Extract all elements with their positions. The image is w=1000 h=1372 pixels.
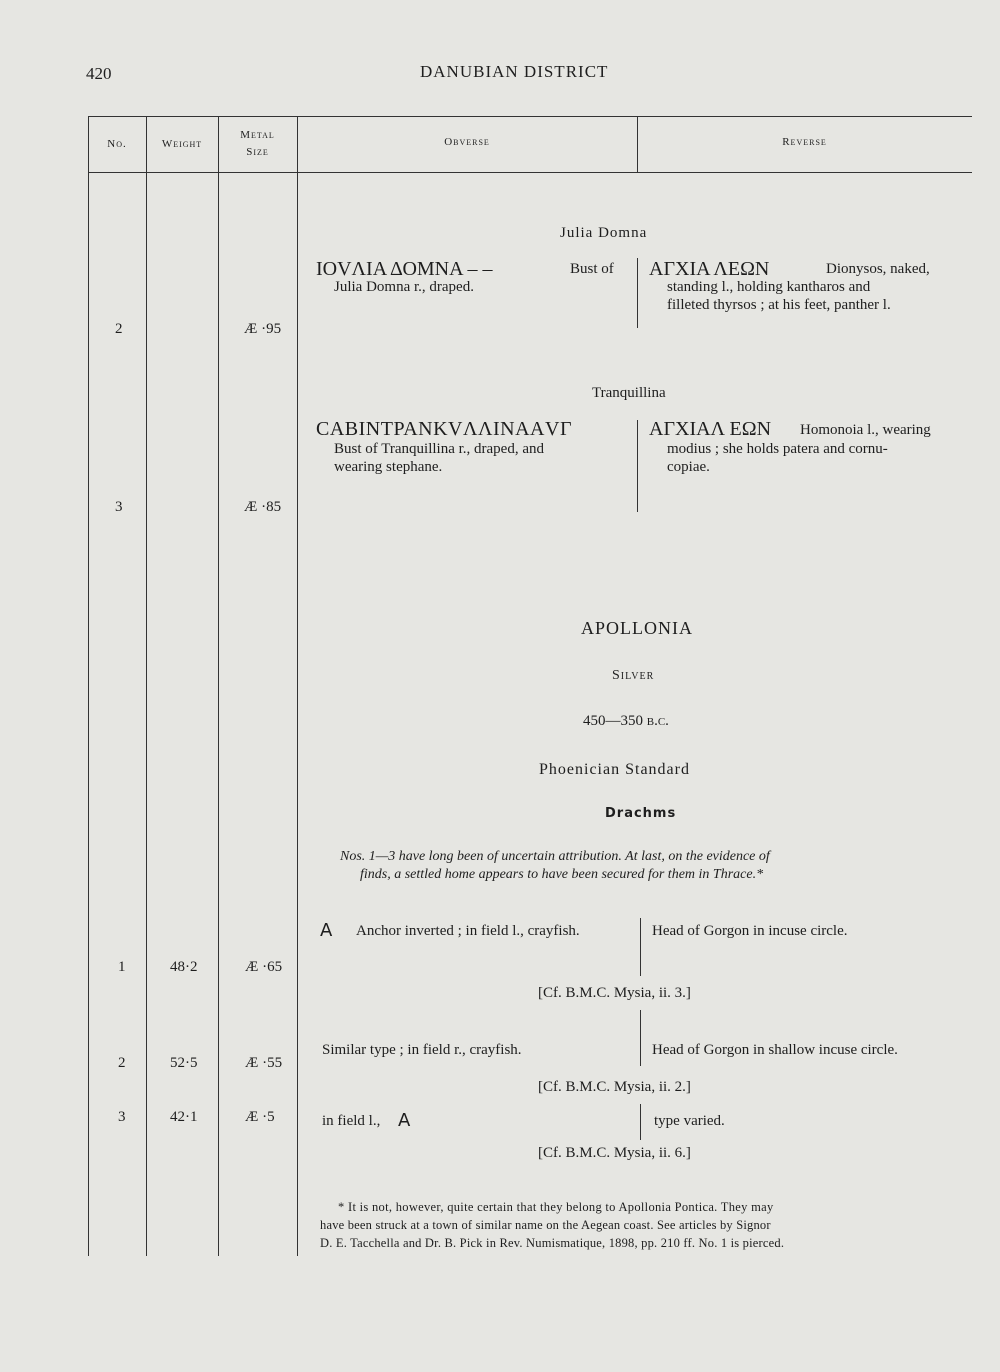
- drachm-1-number: 1: [118, 959, 126, 975]
- drachm-1-weight: 48·2: [170, 959, 198, 975]
- drachm-1-divider: [640, 918, 641, 976]
- column-divider-weight: [218, 116, 219, 1256]
- tranquillina-obverse-legend: CABINTPANKVΛΛΙΝΑΑVΓ: [316, 418, 573, 440]
- drachm-3-metal-size: Æ ·5: [245, 1109, 275, 1125]
- footnote-line-3: D. E. Tacchella and Dr. B. Pick in Rev. Numismatique, 1898, pp. 210 ff. No. 1 is pierced.: [320, 1236, 785, 1250]
- drachm-2-metal-size: Æ ·55: [245, 1055, 283, 1071]
- drachm-3-weight: 42·1: [170, 1109, 198, 1125]
- drachm-3-obverse-text: in field l.,: [322, 1113, 381, 1129]
- drachm-1-metal-size: Æ ·65: [245, 959, 283, 975]
- header-reverse: Reverse: [782, 136, 827, 148]
- header-metal: Metal: [240, 129, 275, 141]
- weight-standard: Phoenician Standard: [539, 761, 690, 778]
- julia-reverse-text-c: filleted thyrsos ; at his feet, panther l.: [667, 297, 891, 313]
- header-obverse: Obverse: [444, 136, 490, 148]
- drachm-3-reverse-text: type varied.: [654, 1113, 725, 1129]
- denomination: Drachms: [605, 806, 677, 821]
- julia-obverse-text-a: Bust of: [570, 261, 614, 277]
- drachm-1-obverse-mark: A: [320, 920, 333, 941]
- tranquillina-obv-rev-divider: [637, 420, 638, 512]
- julia-obverse-legend: ΙΟVΛΙΑ ΔΟΜΝΑ – –: [316, 258, 493, 280]
- tranquillina-row-number: 3: [115, 499, 123, 515]
- julia-reverse-text-b: standing l., holding kantharos and: [667, 279, 871, 295]
- julia-metal-size: Æ ·95: [244, 321, 282, 337]
- drachm-3-obverse-mark: A: [398, 1110, 411, 1131]
- tranquillina-obverse-text-b: wearing stephane.: [334, 459, 443, 475]
- drachm-3-divider: [640, 1104, 641, 1140]
- drachm-2-reference: [Cf. B.M.C. Mysia, ii. 2.]: [538, 1079, 691, 1095]
- drachm-2-number: 2: [118, 1055, 126, 1071]
- header-weight: Weight: [161, 138, 203, 150]
- tranquillina-obverse-text-a: Bust of Tranquillina r., draped, and: [334, 441, 544, 457]
- page-number: 420: [86, 64, 112, 83]
- table-top-rule: [88, 116, 972, 117]
- julia-row-number: 2: [115, 321, 123, 337]
- julia-obverse-text-b: Julia Domna r., draped.: [334, 279, 474, 295]
- date-range: 450—350 b.c.: [583, 713, 669, 729]
- attribution-note-line2: finds, a settled home appears to have been secured for them in Thrace.*: [360, 867, 764, 882]
- section-heading-julia-domna: Julia Domna: [560, 225, 648, 241]
- drachm-3-reference: [Cf. B.M.C. Mysia, ii. 6.]: [538, 1145, 691, 1161]
- metal-heading: Silver: [612, 668, 655, 683]
- running-title: DANUBIAN DISTRICT: [420, 62, 609, 81]
- column-divider-metal: [297, 116, 298, 1256]
- tranquillina-reverse-text-a: Homonoia l., wearing: [800, 422, 931, 438]
- drachm-2-reverse-text: Head of Gorgon in shallow incuse circle.: [652, 1042, 898, 1058]
- header-no: No.: [107, 138, 127, 150]
- footnote-line-1: * It is not, however, quite certain that they belong to Apollonia Pontica. They may: [338, 1200, 774, 1214]
- julia-reverse-text-a: Dionysos, naked,: [826, 261, 930, 277]
- drachm-2-obverse-text: Similar type ; in field r., crayfish.: [322, 1042, 522, 1058]
- tranquillina-reverse-text-c: copiae.: [667, 459, 710, 475]
- table-left-border: [88, 116, 89, 1256]
- section-heading-tranquillina: Tranquillina: [592, 385, 666, 401]
- tranquillina-reverse-text-b: modius ; she holds patera and cornu-: [667, 441, 888, 457]
- drachm-1-reverse-text: Head of Gorgon in incuse circle.: [652, 923, 848, 939]
- drachm-2-weight: 52·5: [170, 1055, 198, 1071]
- header-size: Size: [246, 146, 269, 158]
- city-title: APOLLONIA: [581, 618, 693, 638]
- footnote-line-2: have been struck at a town of similar name on the Aegean coast. See articles by Signor: [320, 1218, 771, 1232]
- column-divider-no: [146, 116, 147, 1256]
- julia-reverse-legend: ΑΓΧΙΑ ΛΕΩΝ: [649, 258, 770, 280]
- drachm-3-number: 3: [118, 1109, 126, 1125]
- drachm-1-obverse-text: Anchor inverted ; in field l., crayfish.: [356, 923, 580, 939]
- drachm-1-reference: [Cf. B.M.C. Mysia, ii. 3.]: [538, 985, 691, 1001]
- drachm-2-divider: [640, 1010, 641, 1066]
- attribution-note-line1: Nos. 1—3 have long been of uncertain attribution. At last, on the evidence of: [340, 849, 770, 864]
- tranquillina-reverse-legend: ΑΓΧΙΑΛ ΕΩΝ: [649, 418, 772, 440]
- table-header-rule: [88, 172, 972, 173]
- tranquillina-metal-size: Æ ·85: [244, 499, 282, 515]
- julia-obv-rev-divider: [637, 258, 638, 328]
